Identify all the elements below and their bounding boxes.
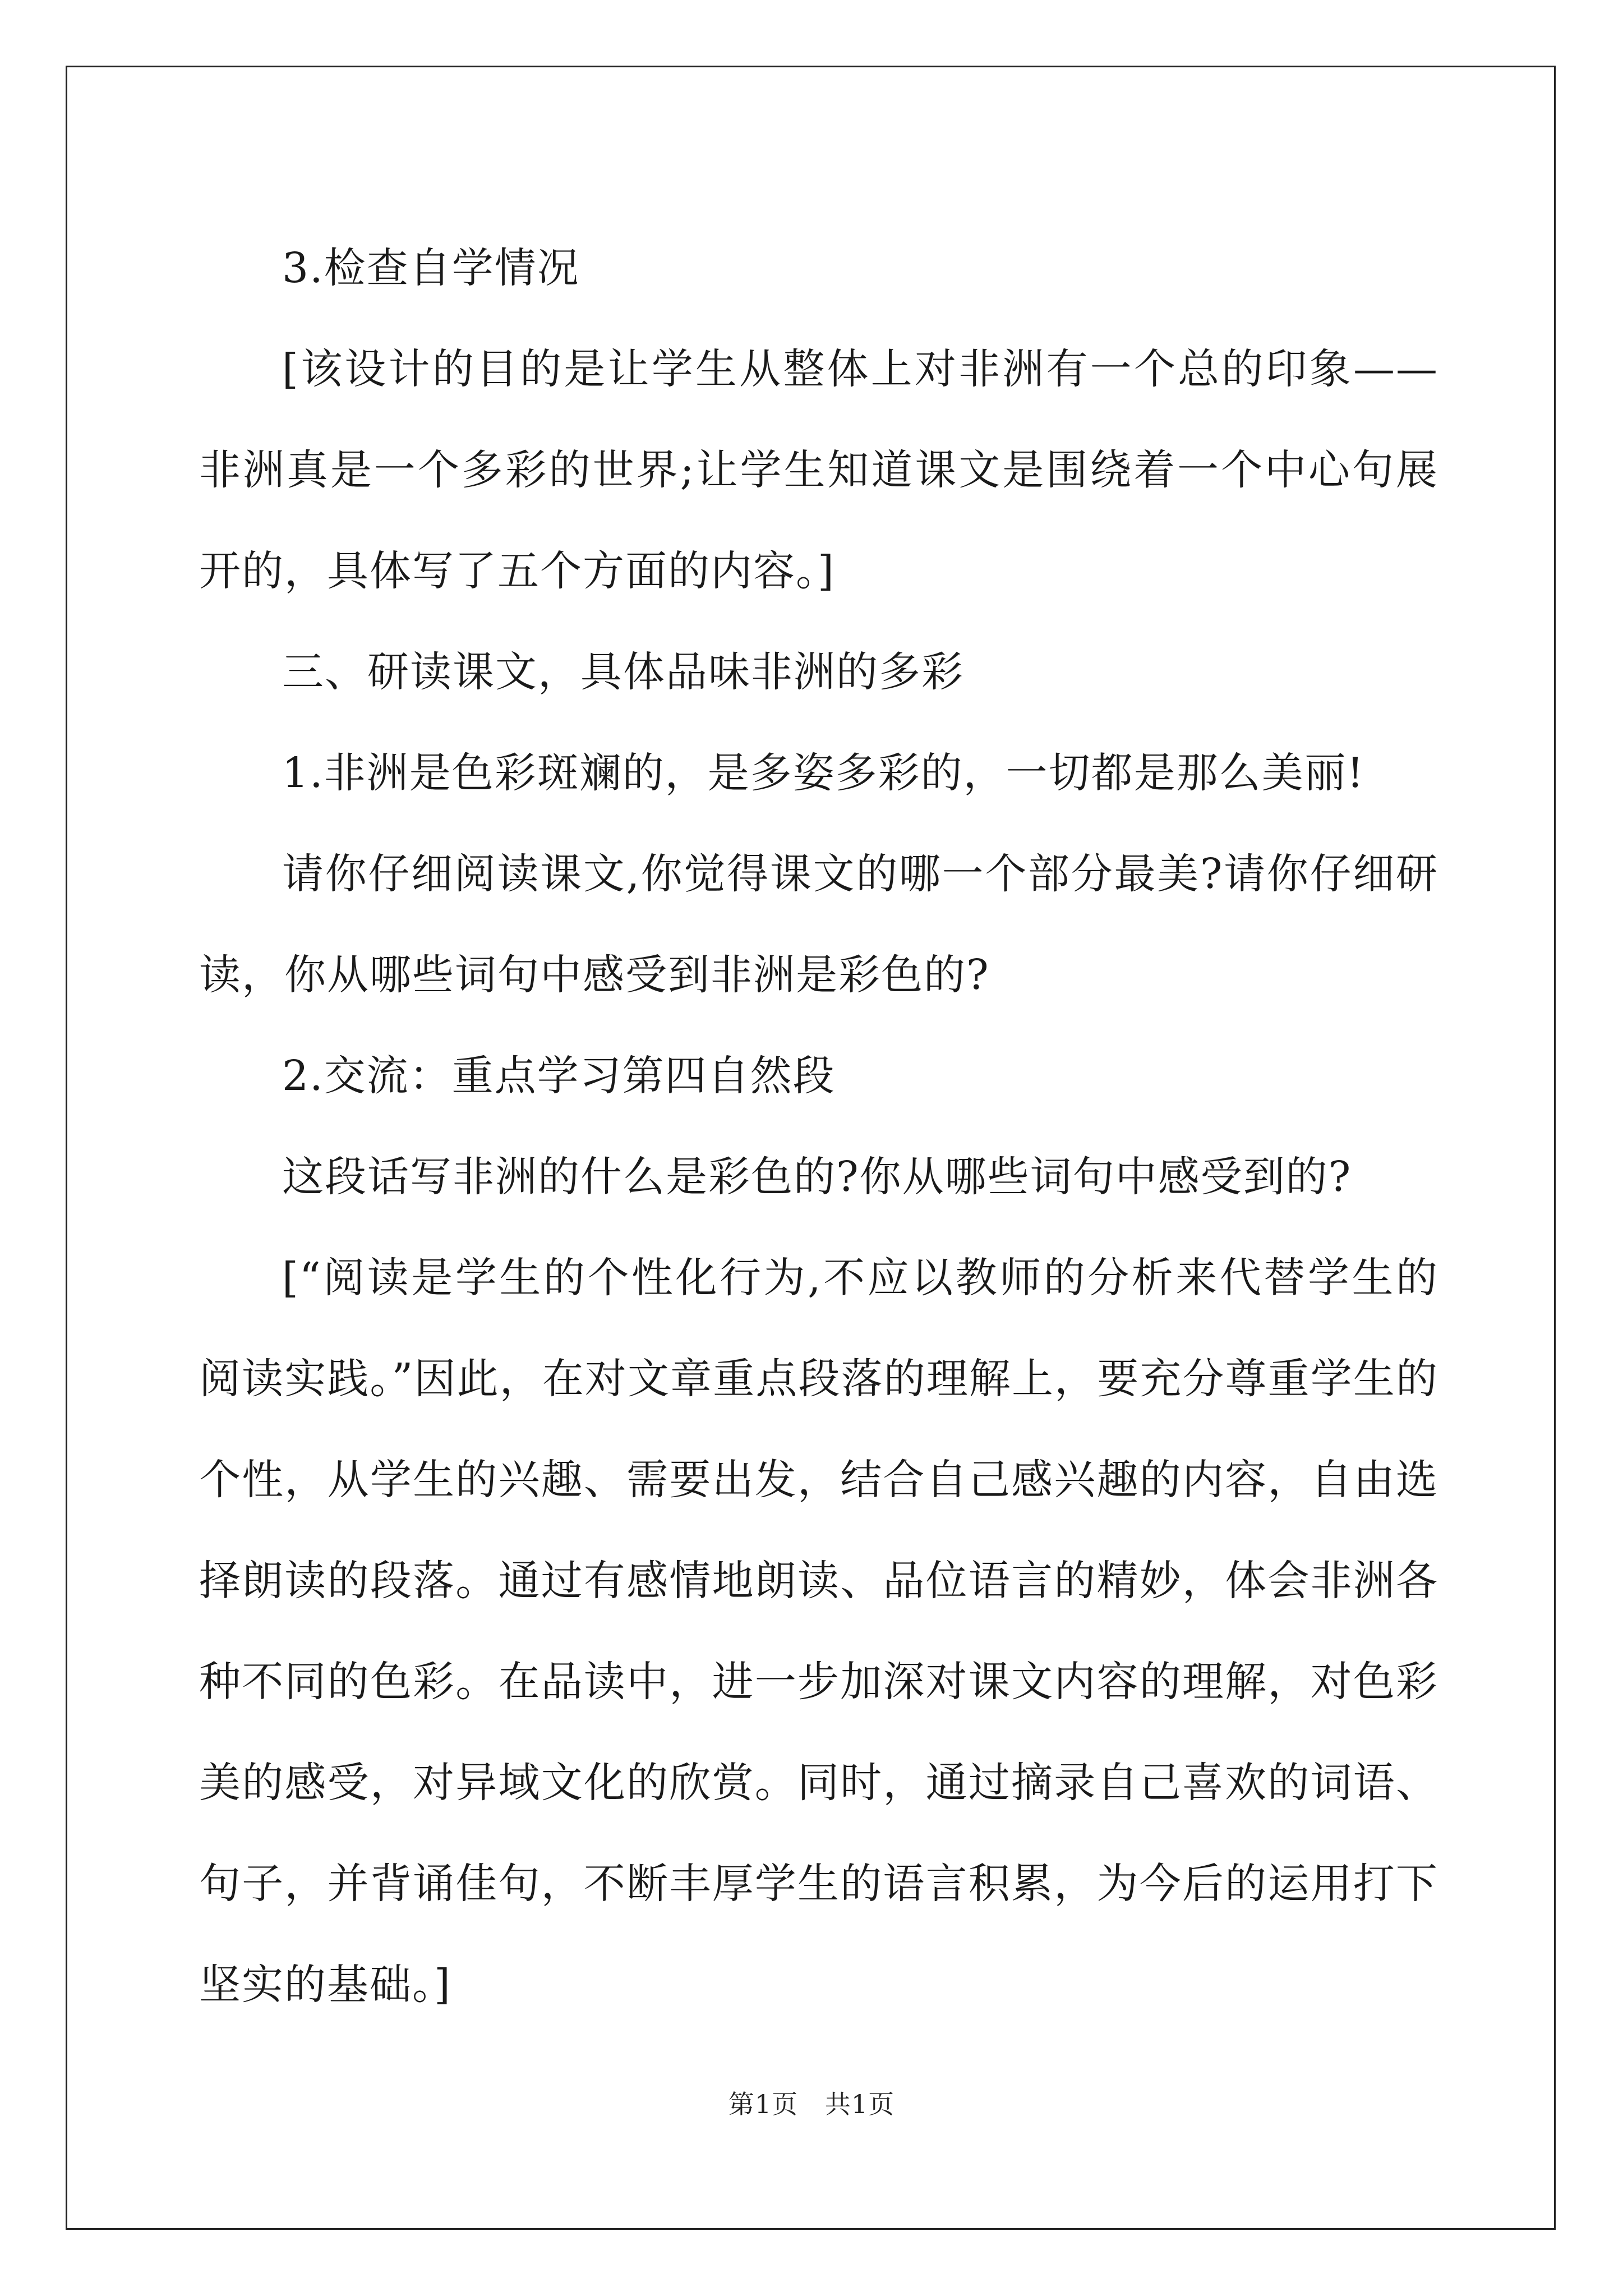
paragraph-design-note-1: [该设计的目的是让学生从整体上对非洲有一个总的印象——非洲真是一个多彩的世界;让学生知道课文是围绕着一个中心句展开的，具体写了五个方面的内容。] [199, 345, 1438, 595]
paragraph-item-1: 1.非洲是色彩斑斓的，是多姿多彩的，一切都是那么美丽! [282, 749, 1365, 797]
paragraph-reading-prompt: 请你仔细阅读课文,你觉得课文的哪一个部分最美?请你仔细研读，你从哪些词句中感受到非洲是彩色的? [199, 850, 1438, 999]
paragraph-item-2: 2.交流：重点学习第四自然段 [282, 1052, 836, 1100]
page-number-current: 第1页 [728, 2089, 799, 2119]
paragraph-part-three-heading: 三、研读课文，具体品味非洲的多彩 [282, 648, 964, 696]
document-body [199, 218, 1438, 2035]
page-footer [0, 2084, 1623, 2121]
page-number-total: 共1页 [824, 2089, 895, 2119]
paragraph-discussion-question: 这段话写非洲的什么是彩色的?你从哪些词句中感受到的? [282, 1153, 1352, 1201]
paragraph-design-note-2: [“阅读是学生的个性化行为,不应以教师的分析来代替学生的阅读实践。”因此，在对文章重点段落的理解上，要充分尊重学生的个性，从学生的兴趣、需要出发，结合自己感兴趣的内容，自由选择朗读的段落。通过有感情地朗读、品位语言的精妙，体会非洲各种不同的色彩。在品读中，进一步加深对课文内容的理解，对色彩美的感受，对异域文化的欣赏。同时，通过摘录自己喜欢的词语、句子，并背诵佳句，不断丰厚学生的语言积累，为今后的运用打下坚实的基础。] [199, 1254, 1438, 2009]
paragraph-section-heading-3: 3.检查自学情况 [282, 244, 580, 292]
